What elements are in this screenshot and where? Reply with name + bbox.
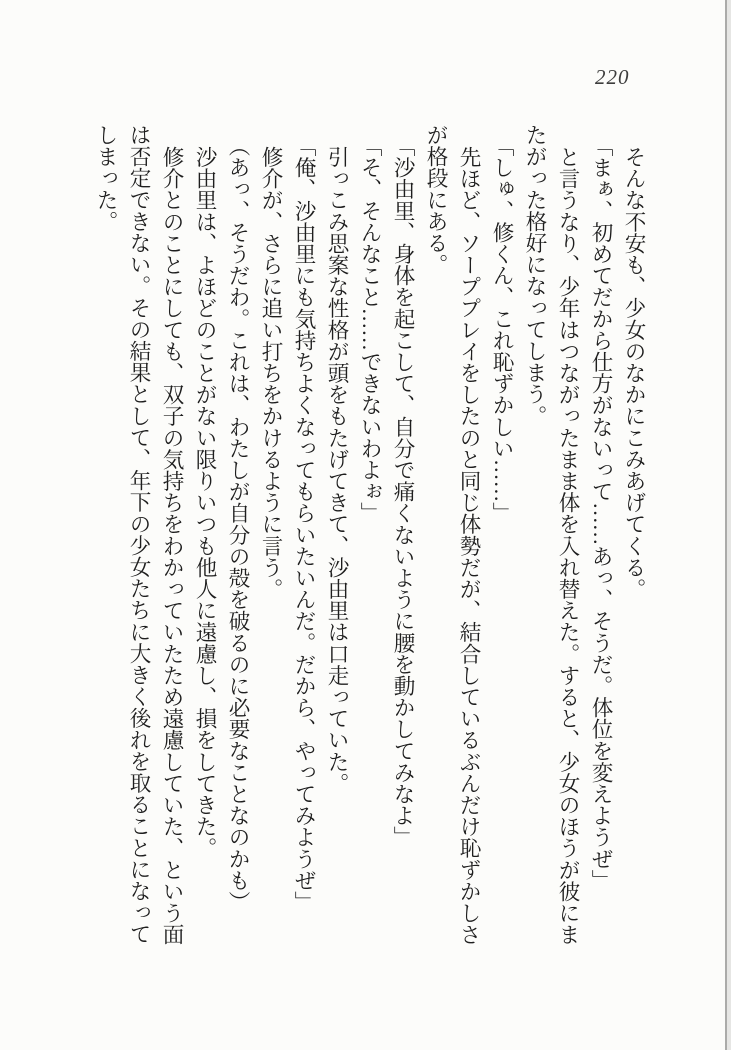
paragraph-narration: 修介とのことにしても、双子の気持ちをわかっていたため遠慮していた、という面は否定できない。その結果として、年下の少女たちに大きく後れを取ることになってしまった。 <box>94 124 184 945</box>
paragraph-narration: 先ほど、ソーププレイをしたのと同じ体勢だが、結合しているぶんだけ恥ずかしさが格段にある。 <box>424 124 481 945</box>
paragraph-narration: そんな不安も、少女のなかにこみあげてくる。 <box>622 145 646 600</box>
page-number: 220 <box>595 65 630 89</box>
paragraph-dialogue: 「俺、沙由里にも気持ちよくなってもらいたいんだ。だから、やってみようぜ」 <box>292 135 316 913</box>
paragraph-narration: 修介が、さらに追い打ちをかけるように言う。 <box>259 145 283 600</box>
paragraph-narration: 引っこみ思案な性格が頭をもたげてきて、沙由里は口走っていた。 <box>325 145 349 794</box>
paragraph-dialogue: 「しゅ、修くん、これ恥ずかしい……」 <box>490 135 514 525</box>
text-block <box>89 124 650 946</box>
paragraph-thought: （あっ、そうだわ。これは、わたしが自分の殻を破るのに必要なことなのかも） <box>226 135 250 913</box>
page-edge-shadow <box>725 0 731 1050</box>
paragraph-narration: 沙由里は、よほどのことがない限りいつも他人に遠慮し、損をしてきた。 <box>193 145 217 859</box>
paragraph-dialogue: 「そ、そんなこと……できないわよぉ」 <box>358 135 382 525</box>
paragraph-dialogue: 「まぁ、初めてだから仕方がないって……あっ、そうだ。体位を変えようぜ」 <box>589 135 613 892</box>
paragraph-narration: と言うなり、少年はつながったまま体を入れ替えた。すると、少女のほうが彼にまたがった格好になってしまう。 <box>523 124 580 945</box>
paragraph-dialogue: 「沙由里、身体を起こして、自分で痛くないように腰を動かしてみなよ」 <box>391 135 415 849</box>
